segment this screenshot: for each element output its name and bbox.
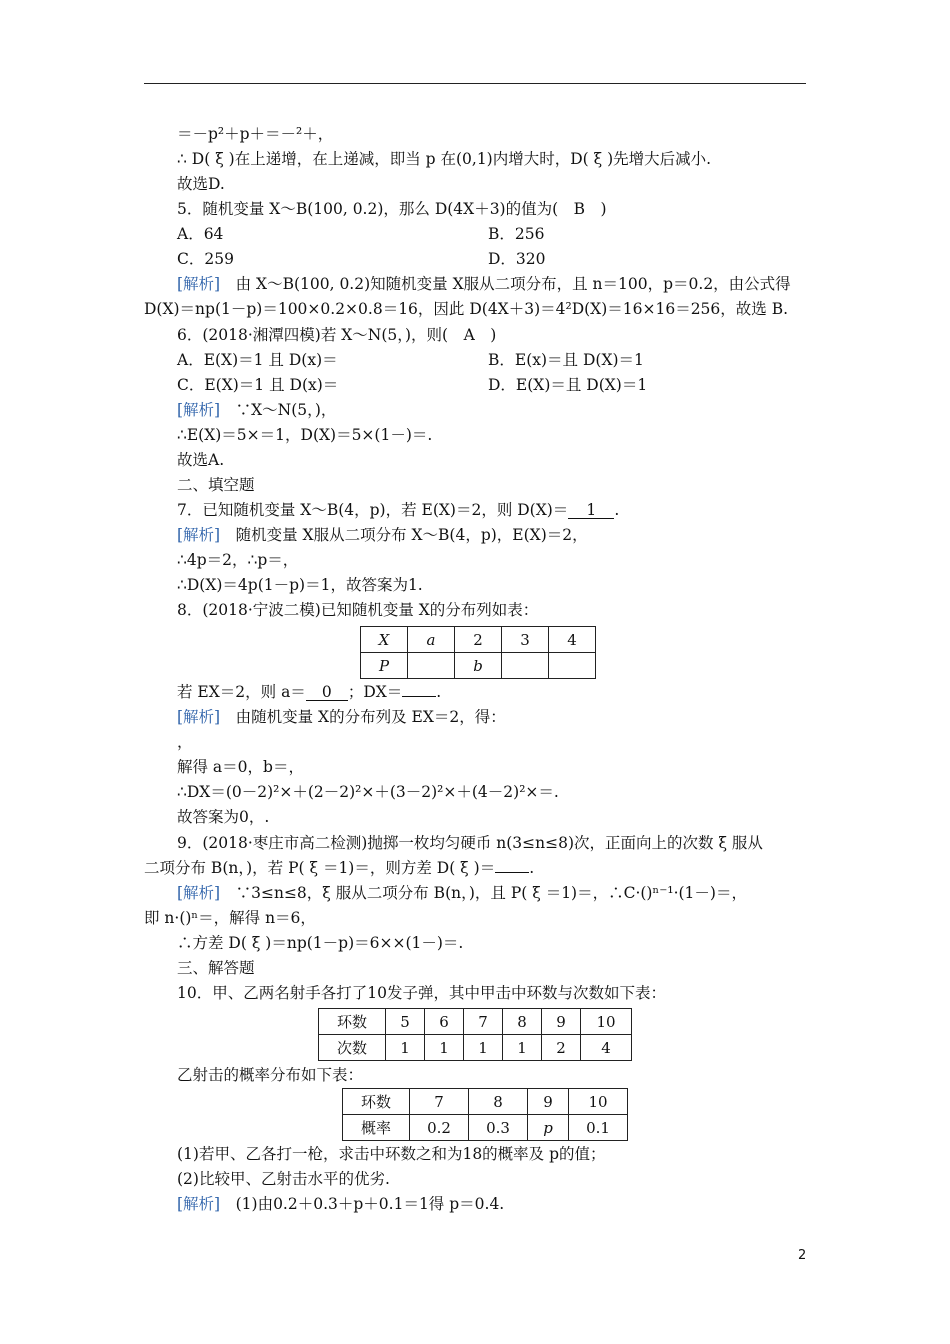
- solution-line: [177, 274, 791, 294]
- table-cell: 4: [581, 1035, 632, 1061]
- solution-tag: [解析]: [177, 526, 221, 544]
- solution-line: ，: [177, 733, 193, 751]
- question-10: 10．甲、乙两名射手各打了10发子弹，其中甲击中环数与次数如下表：: [177, 984, 666, 1002]
- table-row: [361, 627, 596, 653]
- question-5: 5．随机变量 X～B(100, 0.2)，那么 D(4X＋3)的值为( B ): [177, 200, 607, 218]
- answer-blank: 1: [568, 502, 614, 519]
- question-9-cont: [144, 858, 534, 878]
- option-a: A．64: [177, 225, 224, 243]
- table-cell: 10: [581, 1009, 632, 1035]
- table-row: [343, 1089, 628, 1115]
- table-cell: [502, 653, 549, 679]
- solution-text: 由 X～B(100, 0.2)知随机变量 X服从二项分布，且 n＝100，p＝0.2，由公式得: [220, 275, 791, 293]
- solution-text: 由随机变量 X的分布列及 EX＝2，得：: [220, 708, 506, 726]
- solution-text: ∵X～N(5，)，: [220, 401, 337, 419]
- table-cell: P: [361, 653, 408, 679]
- question-8: 8．(2018·宁波二模)已知随机变量 X的分布列如表：: [177, 601, 539, 619]
- solution-line: [177, 707, 506, 727]
- table-cell: 4: [549, 627, 596, 653]
- section-heading: 二、填空题: [177, 476, 255, 494]
- table-cell: 2: [455, 627, 502, 653]
- text-line: 乙射击的概率分布如下表：: [177, 1066, 364, 1084]
- text-line: ＝－p²＋p＋＝－²＋，: [177, 125, 334, 143]
- table-cell: [408, 653, 455, 679]
- option-c: C．E(X)＝1 且 D(x)＝: [177, 376, 339, 394]
- question-8-blanks: [177, 682, 441, 702]
- solution-line: 故选A.: [177, 451, 225, 469]
- shooter-b-table: [342, 1088, 628, 1141]
- table-cell: 环数: [343, 1089, 410, 1115]
- table-cell: 5: [386, 1009, 425, 1035]
- question-text: 二项分布 B(n，)，若 P( ξ ＝1)＝，则方差 D( ξ )＝: [144, 859, 496, 877]
- option-d: D．E(X)＝且 D(X)＝1: [488, 376, 648, 394]
- answer-blank: [495, 872, 529, 873]
- solution-text: ∵3≤n≤8，ξ 服从二项分布 B(n，)，且 P( ξ ＝1)＝，∴C·()ⁿ⁻¹·(1－)＝，: [220, 884, 747, 902]
- table-cell: 3: [502, 627, 549, 653]
- table-cell: a: [408, 627, 455, 653]
- table-cell: 2: [542, 1035, 581, 1061]
- section-heading: 三、解答题: [177, 959, 255, 977]
- table-row: [319, 1035, 632, 1061]
- table-cell: 9: [542, 1009, 581, 1035]
- solution-line: 故答案为0，.: [177, 808, 270, 826]
- solution-line: [177, 525, 588, 545]
- solution-line: 解得 a＝0，b＝，: [177, 758, 304, 776]
- solution-line: ∴4p＝2，∴p＝，: [177, 551, 299, 569]
- table-row: [319, 1009, 632, 1035]
- table-row: [361, 653, 596, 679]
- solution-line: [177, 883, 747, 903]
- table-cell: b: [455, 653, 502, 679]
- question-6: 6．(2018·湘潭四模)若 X～N(5，)，则( A ): [177, 326, 497, 344]
- solution-tag: [解析]: [177, 884, 221, 902]
- option-b: B．256: [488, 225, 545, 243]
- table-cell: 1: [386, 1035, 425, 1061]
- table-cell: 1: [464, 1035, 503, 1061]
- solution-line: ∴E(X)＝5×＝1，D(X)＝5×(1－)＝.: [177, 426, 433, 444]
- sub-question: (1)若甲、乙各打一枪，求击中环数之和为18的概率及 p的值；: [177, 1145, 606, 1163]
- question-9: 9．(2018·枣庄市高二检测)抛掷一枚均匀硬币 n(3≤n≤8)次，正面向上的次数 ξ 服从: [177, 834, 763, 852]
- solution-line: 即 n·()ⁿ＝，解得 n＝6，: [144, 909, 316, 927]
- solution-tag: [解析]: [177, 275, 221, 293]
- table-cell: 概率: [343, 1115, 410, 1141]
- question-text: 若 EX＝2，则 a＝: [177, 683, 306, 701]
- shooter-a-table: [318, 1008, 632, 1061]
- table-cell: X: [361, 627, 408, 653]
- table-cell: 6: [425, 1009, 464, 1035]
- table-cell: 10: [569, 1089, 628, 1115]
- answer-blank: [402, 696, 436, 697]
- distribution-table: [360, 626, 596, 679]
- table-cell: 1: [425, 1035, 464, 1061]
- table-cell: 8: [503, 1009, 542, 1035]
- table-cell: 8: [469, 1089, 528, 1115]
- question-text: .: [436, 683, 442, 701]
- table-cell: 0.1: [569, 1115, 628, 1141]
- solution-line: [177, 400, 336, 420]
- table-cell: 次数: [319, 1035, 386, 1061]
- solution-text: (1)由0.2＋0.3＋p＋0.1＝1得 p＝0.4.: [220, 1195, 505, 1213]
- table-cell: 1: [503, 1035, 542, 1061]
- header-rule: [144, 83, 806, 84]
- solution-line: ∴D(X)＝4p(1－p)＝1，故答案为1.: [177, 576, 423, 594]
- question-text: .: [529, 859, 535, 877]
- table-cell: 9: [528, 1089, 569, 1115]
- table-cell: p: [528, 1115, 569, 1141]
- answer-blank: 0: [306, 684, 348, 701]
- option-a: A．E(X)＝1 且 D(x)＝: [177, 351, 338, 369]
- table-cell: 0.2: [410, 1115, 469, 1141]
- page-number: 2: [798, 1248, 807, 1263]
- option-b: B．E(x)＝且 D(X)＝1: [488, 351, 644, 369]
- solution-line: D(X)＝np(1－p)＝100×0.2×0.8＝16，因此 D(4X＋3)＝4²D(X)＝16×16＝256，故选 B.: [144, 300, 789, 318]
- question-7: [177, 500, 619, 520]
- table-cell: 7: [410, 1089, 469, 1115]
- question-text: .: [614, 501, 620, 519]
- solution-tag: [解析]: [177, 1195, 221, 1213]
- text-line: 故选D.: [177, 175, 225, 193]
- table-row: [343, 1115, 628, 1141]
- solution-tag: [解析]: [177, 401, 221, 419]
- question-text: ；DX＝: [347, 683, 403, 701]
- solution-line: ∴方差 D( ξ )＝np(1－p)＝6××(1－)＝.: [177, 934, 464, 952]
- option-d: D．320: [488, 250, 546, 268]
- option-c: C．259: [177, 250, 234, 268]
- table-cell: 7: [464, 1009, 503, 1035]
- question-text: 7．已知随机变量 X～B(4，p)，若 E(X)＝2，则 D(X)＝: [177, 501, 569, 519]
- table-cell: 环数: [319, 1009, 386, 1035]
- sub-question: (2)比较甲、乙射击水平的优劣.: [177, 1170, 390, 1188]
- table-cell: 0.3: [469, 1115, 528, 1141]
- text-line: ∴ D( ξ )在上递增，在上递减，即当 p 在(0,1)内增大时，D( ξ )先增大后减小.: [177, 150, 712, 168]
- solution-tag: [解析]: [177, 708, 221, 726]
- solution-line: ∴DX＝(0－2)²×＋(2－2)²×＋(3－2)²×＋(4－2)²×＝.: [177, 783, 559, 801]
- solution-text: 随机变量 X服从二项分布 X～B(4，p)，E(X)＝2，: [220, 526, 588, 544]
- solution-line: [177, 1194, 504, 1214]
- table-cell: [549, 653, 596, 679]
